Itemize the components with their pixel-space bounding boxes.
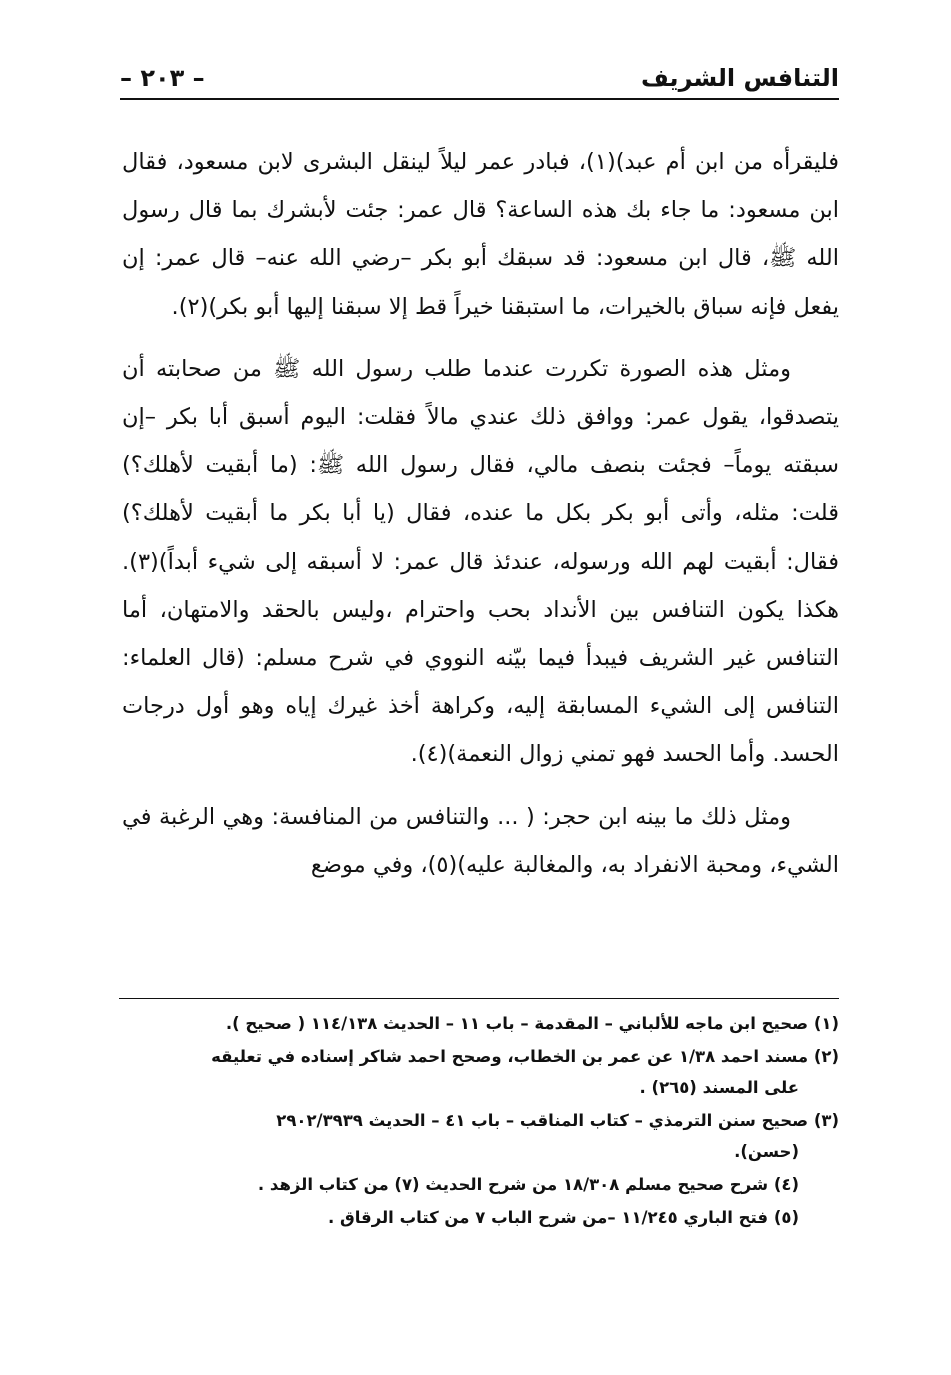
footnote	[122, 1105, 839, 1167]
header-rule	[120, 98, 839, 100]
footnote	[122, 1041, 839, 1103]
page-header	[120, 58, 839, 94]
body-text	[122, 138, 839, 903]
footnote	[122, 1202, 839, 1233]
footnote-text: (٢) مسند احمد ١/٣٨ عن عمر بن الخطاب، وصحح احمد شاكر إسناده في تعليقه	[211, 1047, 839, 1066]
running-title: التنافس الشريف	[640, 64, 839, 92]
footnote	[122, 1169, 839, 1200]
paragraph: ومثل هذه الصورة تكررت عندما طلب رسول الله ﷺ من صحابته أن يتصدقوا، يقول عمر: ووافق ذلك عندي مالاً فقلت: اليوم أسبق أبا بكر –إن سبقته يوماً– فجئت بنصف مالي، فقال رسول الله ﷺ: (ما أبقيت لأهلك؟) قلت: مثله، وأتى أبو بكر بكل ما عنده، فقال (يا أبا بكر ما أبقيت لأهلك؟) فقال: أبقيت لهم الله ورسوله، عندئذ قال عمر: لا أسبقه إلى شيء أبداً)(٣). هكذا يكون التنافس بين الأنداد بحب واحترام ،وليس بالحقد والامتهان، أما التنافس غير الشريف فيبدأ فيما بيّنه النووي في شرح مسلم: (قال العلماء: التنافس إلى الشيء المسابقة إليه، وكراهة أخذ غيرك إياه وهو أول درجات الحسد. وأما الحسد فهو تمني زوال النعمة)(٤).	[122, 355, 839, 768]
paragraph: ومثل ذلك ما بينه ابن حجر: ( ... والتنافس من المنافسة: وهي الرغبة في الشيء، ومحبة الانفراد به، والمغالبة عليه)(٥)، وفي موضع	[122, 803, 839, 878]
footnotes	[122, 1008, 839, 1235]
footnote	[122, 1008, 839, 1039]
footnote-continuation: (حسن).	[734, 1142, 799, 1161]
footnote-continuation: على المسند (٢٦٥) .	[639, 1078, 799, 1097]
footnote-text: (٥) فتح الباري ١١/٢٤٥ –من شرح الباب ٧ من كتاب الرقاق .	[327, 1208, 799, 1227]
page-number: – ٢٠٣ –	[120, 64, 205, 92]
paragraph: فليقرأه من ابن أم عبد)(١)، فبادر عمر ليلاً لينقل البشرى لابن مسعود، فقال ابن مسعود: ما جاء بك هذه الساعة؟ قال عمر: جئت لأبشرك بما قال رسول الله ﷺ، قال ابن مسعود: قد سبقك أبو بكر –رضي الله عنه– قال عمر: إن يفعل فإنه سباق بالخيرات، ما استبقنا خيراً قط إلا سبقنا إليها أبو بكر)(٢).	[122, 149, 839, 320]
footnote-rule	[119, 998, 839, 999]
footnote-text: (٣) صحيح سنن الترمذي – كتاب المناقب – باب ٤١ – الحديث ٢٩٠٢/٣٩٣٩	[276, 1111, 839, 1130]
footnote-text: (١) صحيح ابن ماجه للألباني – المقدمة – باب ١١ – الحديث ١١٤/١٣٨ ( صحيح ).	[225, 1014, 839, 1033]
footnote-text: (٤) شرح صحيح مسلم ١٨/٣٠٨ من شرح الحديث (٧) من كتاب الزهد .	[257, 1175, 799, 1194]
